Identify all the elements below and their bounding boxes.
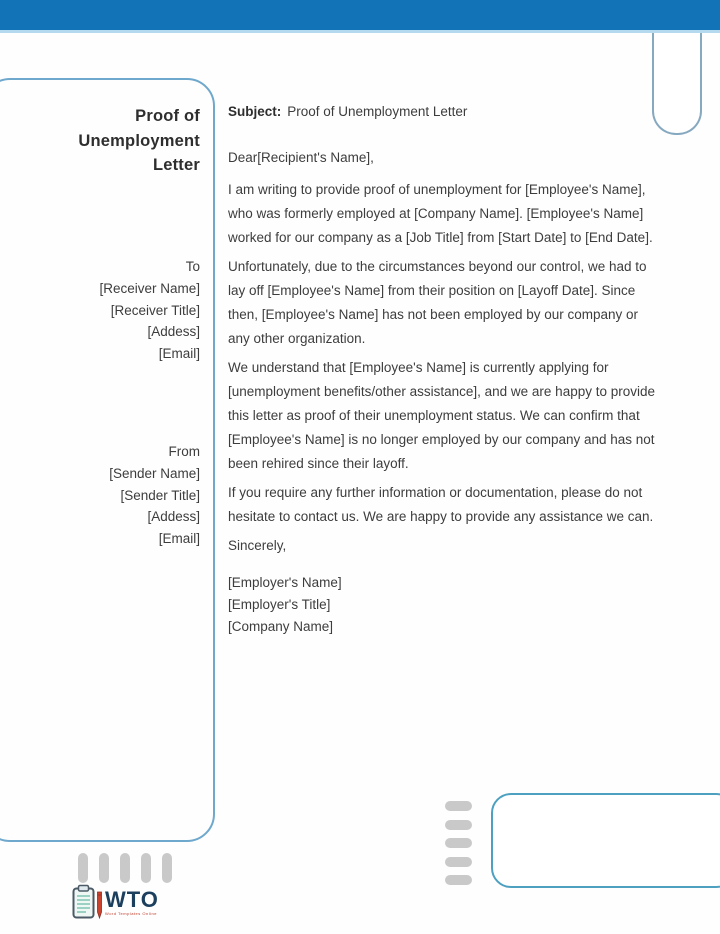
to-lines <box>99 278 200 365</box>
decor-bar <box>78 853 88 883</box>
address-line: [Addess] <box>147 509 200 525</box>
decor-bar <box>120 853 130 883</box>
salutation: Dear[Recipient's Name], <box>228 150 374 165</box>
page-title: Proof of Unemployment Letter <box>78 107 200 174</box>
sender-address-block <box>109 441 200 550</box>
decor-bottom-right-box <box>491 793 720 888</box>
letter-paragraph: If you require any further information or documentation, please do not hesitate to contact us. We are happy to provide any assistance we can. <box>228 485 654 524</box>
clipboard-pen-icon <box>72 884 103 921</box>
address-line: [Sender Title] <box>120 487 200 503</box>
letter-paragraph: I am writing to provide proof of unemployment for [Employee's Name], who was formerly employed at [Company Name]. [Employee's Name] worked for our company as a [Job Title] from [Start Date] to [End Date]. <box>228 182 653 245</box>
decor-top-right-tab <box>652 33 702 135</box>
signature-block <box>228 572 656 638</box>
decor-bar <box>141 853 151 883</box>
letter-paragraphs <box>228 178 656 529</box>
address-line: [Email] <box>158 346 200 362</box>
signature-line: [Employer's Name] <box>228 575 342 590</box>
subject-label: Subject: <box>228 104 282 119</box>
decor-bar <box>445 838 472 848</box>
logo-acronym: WTO <box>105 886 159 912</box>
address-line: [Addess] <box>147 324 200 340</box>
recipient-address-block <box>99 256 200 365</box>
wto-logo <box>72 884 159 921</box>
logo-tagline: Word Templates Online <box>105 910 157 916</box>
letter-paragraph: Unfortunately, due to the circumstances beyond our control, we had to lay off [Employee's Name] from their position on [Layoff Date]. Since then, [Employee's Name] has not been employed by our company or any other organization. <box>228 259 647 346</box>
address-line: [Receiver Title] <box>110 302 200 318</box>
decor-bar <box>162 853 172 883</box>
subject-text: Proof of Unemployment Letter <box>287 104 468 119</box>
address-line: [Receiver Name] <box>99 280 200 296</box>
letter-body <box>228 100 656 638</box>
from-lines <box>109 463 200 550</box>
decor-bar <box>445 875 472 885</box>
logo-text <box>105 886 159 917</box>
decor-bar <box>445 801 472 811</box>
closing: Sincerely, <box>228 538 287 553</box>
decor-vertical-bars <box>78 853 172 883</box>
top-banner <box>0 0 720 33</box>
signature-line: [Company Name] <box>228 619 334 634</box>
sidebar-frame <box>0 78 215 842</box>
decor-bar <box>445 857 472 867</box>
decor-horizontal-bars <box>445 801 472 885</box>
to-label: To <box>185 259 200 274</box>
address-line: [Email] <box>158 531 200 547</box>
subject-line <box>228 100 656 124</box>
decor-bar <box>99 853 109 883</box>
letter-paragraph: We understand that [Employee's Name] is currently applying for [unemployment benefits/other assistance], and we are happy to provide this letter as proof of their unemployment status. We can confirm that [Employee's Name] is no longer employed by our company and has not been rehired since their layoff. <box>228 360 656 471</box>
address-line: [Sender Name] <box>109 465 200 481</box>
from-label: From <box>168 444 200 459</box>
decor-bar <box>445 820 472 830</box>
signature-line: [Employer's Title] <box>228 597 331 612</box>
